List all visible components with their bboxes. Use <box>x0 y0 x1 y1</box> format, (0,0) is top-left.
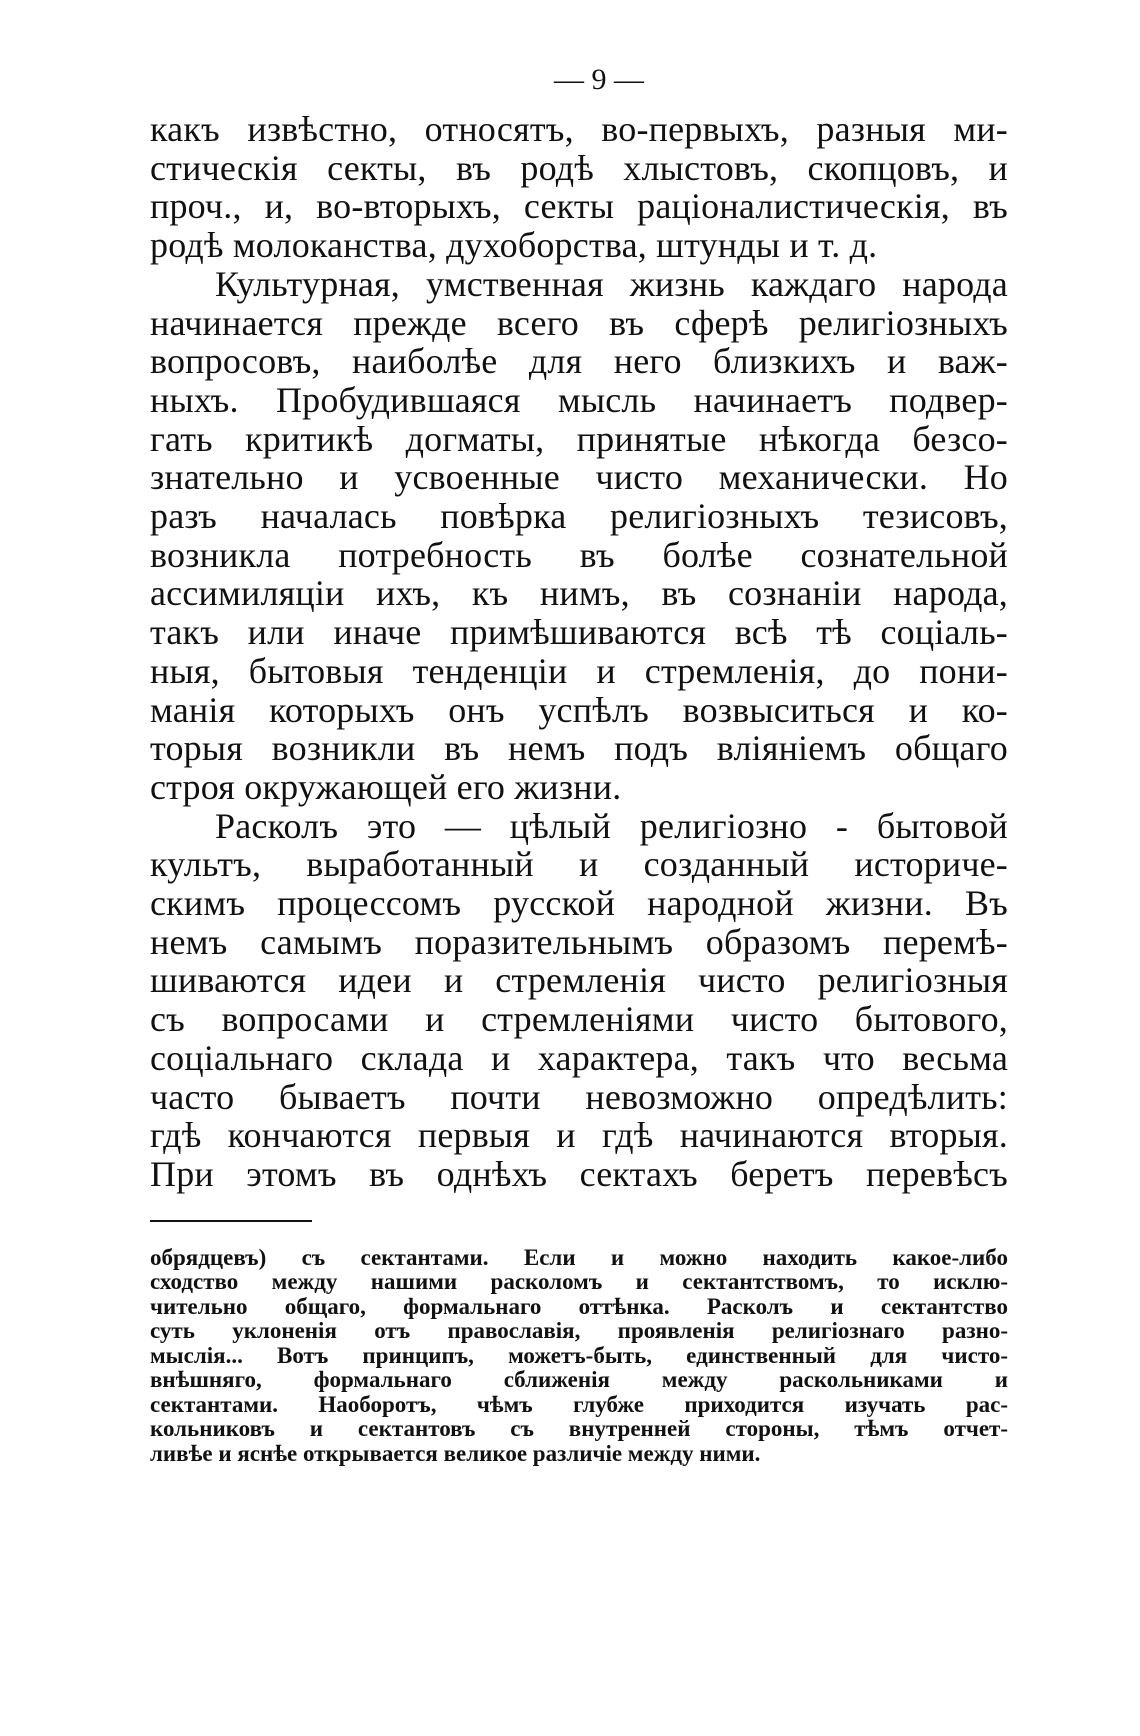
body-text <box>150 110 1008 1194</box>
body-text-line: вопросовъ, наиболѣе для него близкихъ и важ- <box>150 341 1008 382</box>
body-text-line: ассимиляціи ихъ, къ нимъ, въ сознаніи народа, <box>150 573 1008 614</box>
body-text-line: начинается прежде всего въ сферѣ религіозныхъ <box>150 302 1008 343</box>
body-text-line: культъ, выработанный и созданный историче- <box>150 844 1008 885</box>
body-text-line: такъ или иначе примѣшиваются всѣ тѣ соціаль- <box>150 612 1008 653</box>
body-text-line: родѣ молоканства, духоборства, штунды и т. д. <box>150 225 878 266</box>
body-text-line: съ вопросами и стремленіями чисто бытового, <box>150 999 1008 1040</box>
footnote-line: мыслія... Вотъ принципъ, можетъ-быть, единственный для чисто- <box>150 1342 1008 1368</box>
body-text-line: шиваются идеи и стремленія чисто религіозныя <box>150 960 1008 1001</box>
footnote-line: чительно общаго, формальнаго оттѣнка. Расколъ и сектантство <box>150 1293 1008 1319</box>
body-text-line: возникла потребность въ болѣе сознательной <box>150 534 1008 575</box>
body-text-line: какъ извѣстно, относятъ, во-первыхъ, разныя ми- <box>150 109 1008 149</box>
footnote-line: сходство между нашими расколомъ и сектантствомъ, то исклю- <box>150 1269 1008 1295</box>
body-text-line: гать критикѣ догматы, принятые нѣкогда безсо- <box>150 418 1008 459</box>
body-text-line: При этомъ въ однѣхъ сектахъ беретъ перевѣсъ <box>150 1153 1008 1194</box>
footnote-line: суть уклоненія отъ православія, проявленія религіознаго разно- <box>150 1318 1008 1344</box>
footnote-line: внѣшняго, формальнаго сближенія между раскольниками и <box>150 1367 1008 1393</box>
body-text-line: немъ самымъ поразительнымъ образомъ перемѣ- <box>150 921 1008 962</box>
body-text-line: разъ началась повѣрка религіозныхъ тезисовъ, <box>150 496 1008 537</box>
body-text-line: стическія секты, въ родѣ хлыстовъ, скопцовъ, и <box>150 147 1008 188</box>
page-number: — 9 — <box>554 63 644 96</box>
body-text-line: ныя, бытовыя тенденціи и стремленія, до пони- <box>150 650 1008 691</box>
body-text-line: Расколъ это — цѣлый религіозно - бытовой <box>215 805 1008 846</box>
body-text-line: торыя возникли въ немъ подъ вліяніемъ общаго <box>150 728 1008 769</box>
body-text-line: Культурная, умственная жизнь каждаго народа <box>215 263 1008 304</box>
body-text-line: скимъ процессомъ русской народной жизни. Въ <box>150 883 1008 924</box>
book-page <box>150 60 1008 1466</box>
body-text-line: манія которыхъ онъ успѣлъ возвыситься и ко- <box>150 689 1008 730</box>
footnote-line: ливѣе и яснѣе открывается великое различіе между ними. <box>150 1440 761 1466</box>
footnote-separator <box>150 1220 312 1222</box>
body-text-line: гдѣ кончаются первыя и гдѣ начинаются вторыя. <box>150 1115 1008 1156</box>
footnote-line: обрядцевъ) съ сектантами. Если и можно находить какое-либо <box>150 1244 1008 1270</box>
footnote-line: кольниковъ и сектантовъ съ внутренней стороны, тѣмъ отчет- <box>150 1416 1008 1442</box>
footnote-line: сектантами. Наоборотъ, чѣмъ глубже приходится изучать рас- <box>150 1391 1008 1417</box>
body-text-line: знательно и усвоенные чисто механически. Но <box>150 457 1008 498</box>
body-text-line: часто бываетъ почти невозможно опредѣлить: <box>150 1076 1008 1117</box>
body-text-line: соціальнаго склада и характера, такъ что весьма <box>150 1037 1008 1078</box>
body-text-line: строя окружающей его жизни. <box>150 766 622 807</box>
body-text-line: ныхъ. Пробудившаяся мысль начинаетъ подвер- <box>150 379 1008 420</box>
body-text-line: проч., и, во-вторыхъ, секты раціоналистическія, въ <box>150 186 1008 227</box>
footnote <box>150 1246 1008 1467</box>
